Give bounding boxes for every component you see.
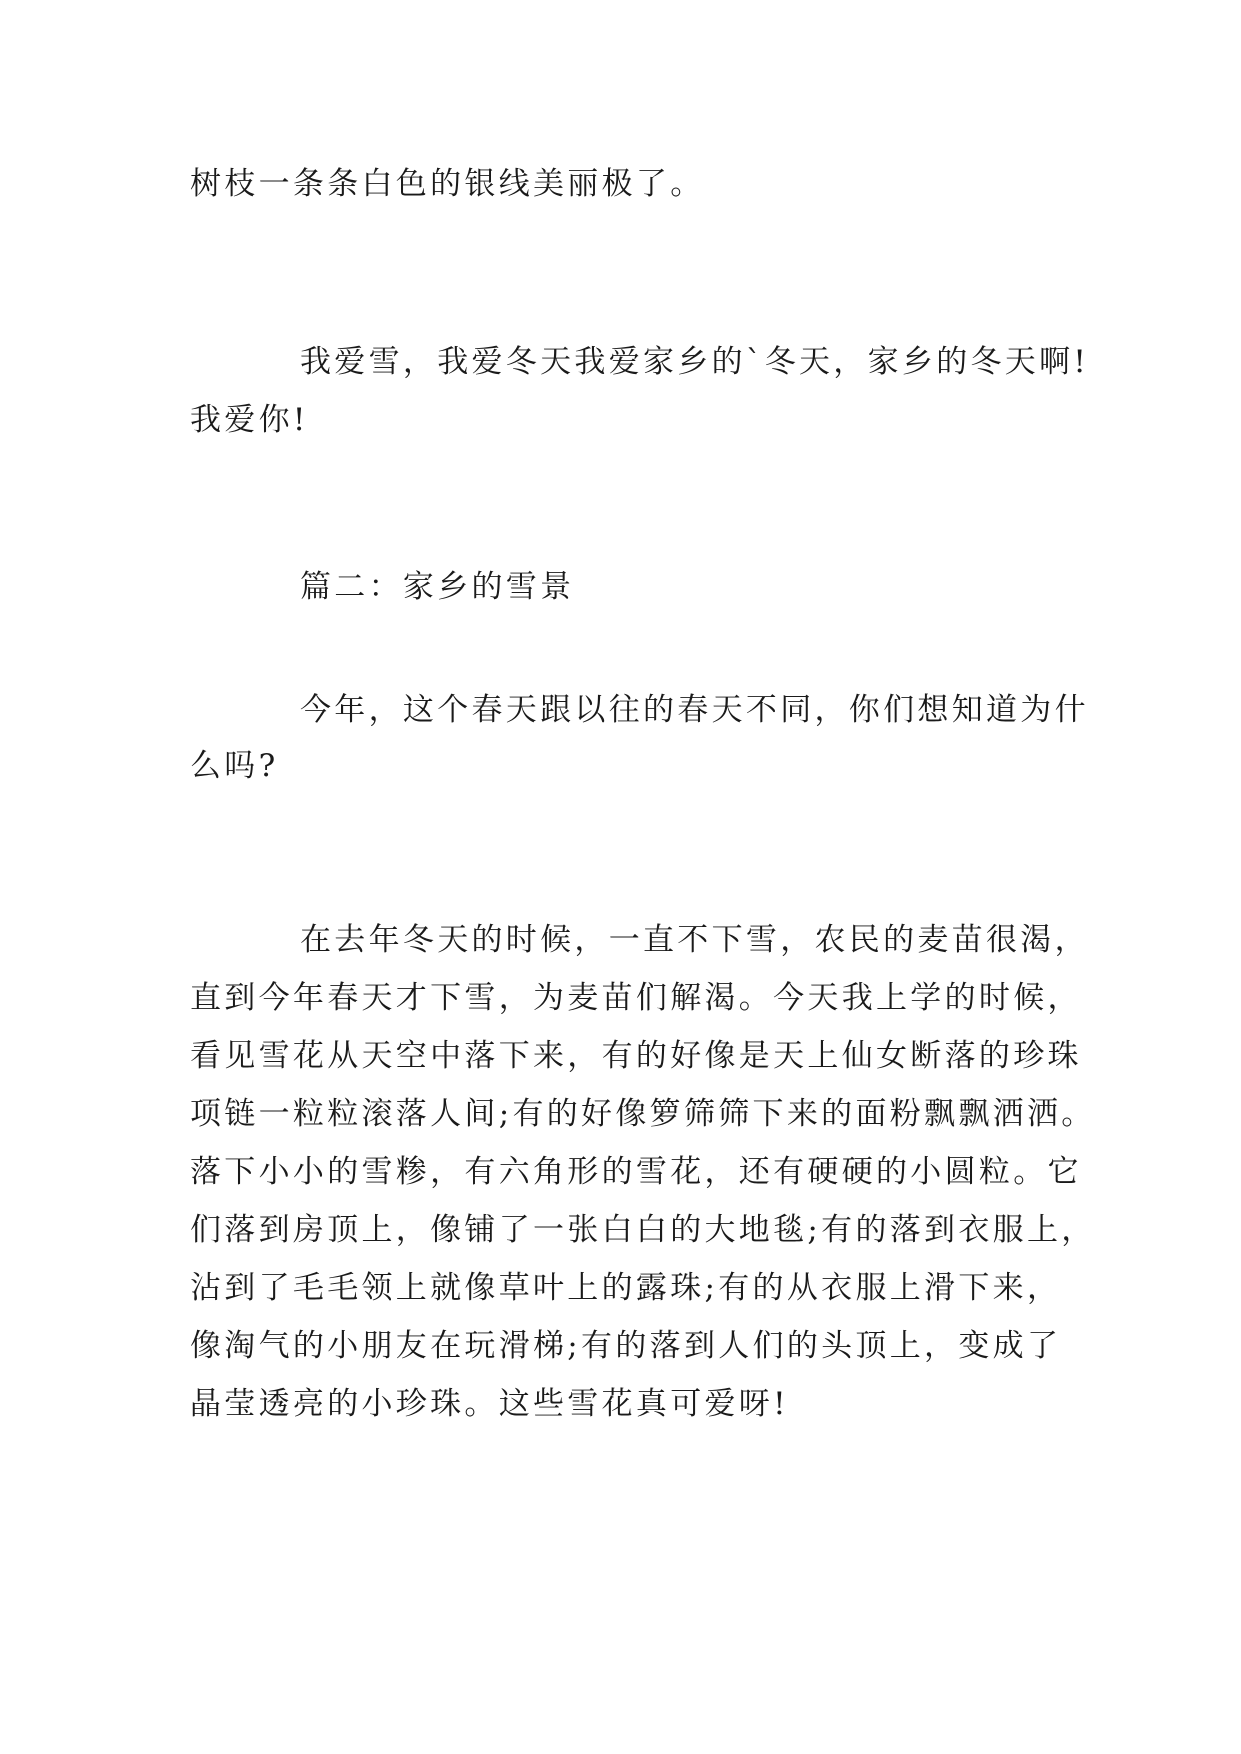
paragraph-line: 树枝一条条白色的银线美丽极了。: [190, 166, 705, 202]
paragraph-line: 在去年冬天的时候，一直不下雪，农民的麦苗很渴，: [300, 922, 1089, 958]
paragraph-line: 我爱你!: [190, 402, 309, 438]
paragraph-line: 晶莹透亮的小珍珠。这些雪花真可爱呀!: [190, 1386, 789, 1422]
paragraph-line: 们落到房顶上，像铺了一张白白的大地毯;有的落到衣服上，: [190, 1212, 1096, 1248]
paragraph-line: 项链一粒粒滚落人间;有的好像箩筛筛下来的面粉飘飘洒洒。: [190, 1096, 1096, 1132]
paragraph-line: 我爱雪，我爱冬天我爱家乡的`冬天，家乡的冬天啊!: [300, 344, 1090, 380]
paragraph-line: 像淘气的小朋友在玩滑梯;有的落到人们的头顶上，变成了: [190, 1328, 1062, 1364]
paragraph-line: 直到今年春天才下雪，为麦苗们解渴。今天我上学的时候，: [190, 980, 1082, 1016]
paragraph-line: 看见雪花从天空中落下来，有的好像是天上仙女断落的珍珠: [190, 1038, 1082, 1074]
paragraph-line: 么吗?: [190, 748, 279, 784]
paragraph-line: 今年，这个春天跟以往的春天不同，你们想知道为什: [300, 692, 1089, 728]
paragraph-line: 沾到了毛毛领上就像草叶上的露珠;有的从衣服上滑下来，: [190, 1270, 1062, 1306]
section-heading: 篇二：家乡的雪景: [300, 569, 575, 605]
paragraph-line: 落下小小的雪糁，有六角形的雪花，还有硬硬的小圆粒。它: [190, 1154, 1082, 1190]
